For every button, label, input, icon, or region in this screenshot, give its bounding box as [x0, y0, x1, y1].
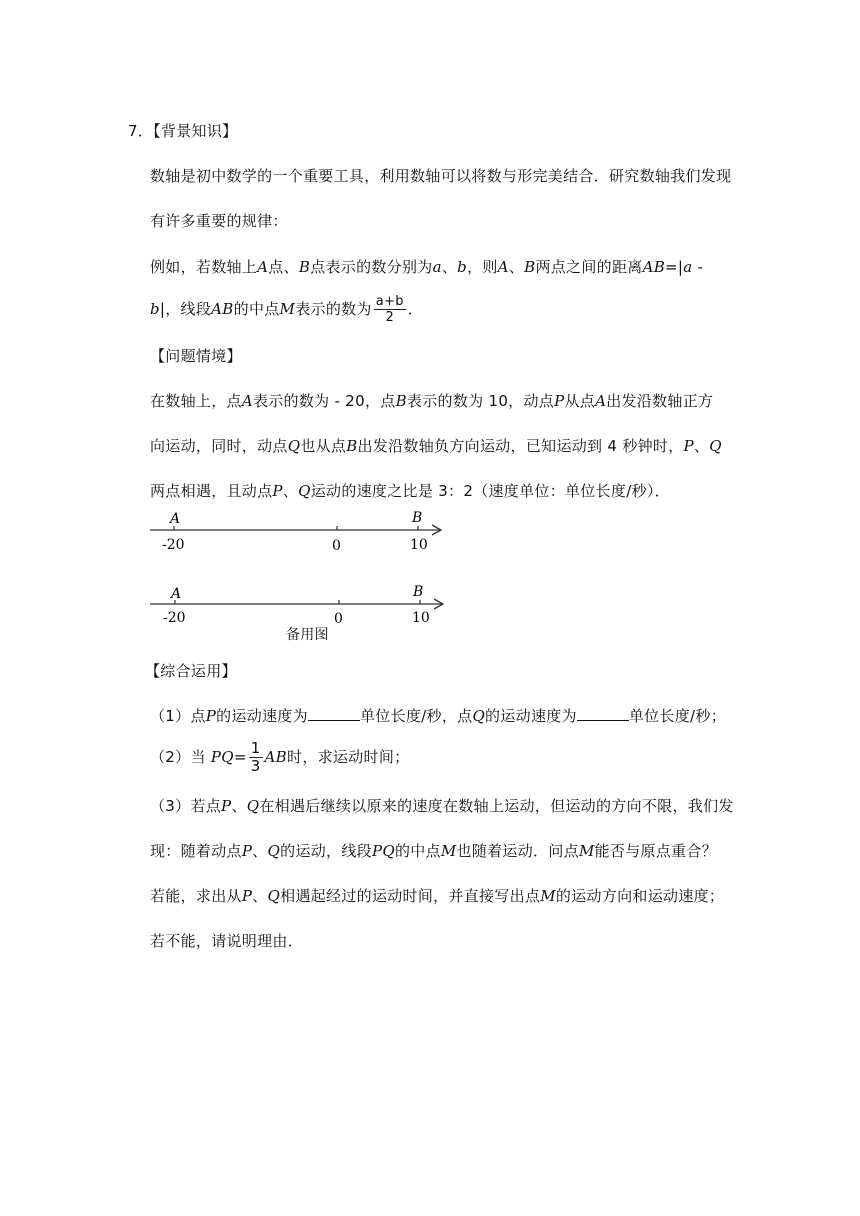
example-line-1: 例如，若数轴上A点、B点表示的数分别为a、b，则A、B两点之间的距离AB=|a -: [150, 258, 704, 276]
section-apply-heading: 【综合运用】: [145, 662, 237, 680]
situation-line-2: 向运动，同时，动点Q也从点B出发沿数轴负方向运动，已知运动到 4 秒钟时，P、Q: [150, 437, 722, 455]
point-label-a: A: [170, 511, 181, 527]
one-third-fraction: $\frac{1}{3}$: [250, 739, 261, 775]
tick-label: 0: [332, 538, 341, 554]
example-line-2: b|，线段AB的中点M表示的数为 $\frac{a+b}{2}$ ．: [150, 294, 424, 325]
tick-label: -20: [162, 537, 185, 553]
subquestion-3-line-3: 若能，求出从P、Q相遇起经过的运动时间，并直接写出点M的运动方向和运动速度；: [150, 887, 725, 905]
subquestion-1: （1）点P的运动速度为 单位长度/秒，点Q的运动速度为 单位长度/秒；: [150, 707, 727, 725]
section-background-heading: 【背景知识】: [153, 122, 238, 140]
background-line-1: 数轴是初中数学的一个重要工具，利用数轴可以将数与形完美结合．研究数轴我们发现: [150, 167, 732, 185]
point-label-a: A: [171, 586, 182, 602]
tick-label: -20: [163, 610, 186, 626]
answer-blank[interactable]: [577, 706, 629, 721]
section-situation-heading: 【问题情境】: [150, 347, 242, 365]
tick-label: 10: [410, 537, 428, 553]
background-line-2: 有许多重要的规律：: [150, 212, 288, 230]
subquestion-3-line-1: （3）若点P、Q在相遇后继续以原来的速度在数轴上运动，但运动的方向不限，我们发: [150, 797, 734, 815]
backup-figure-caption: 备用图: [286, 627, 329, 643]
tick-label: 0: [334, 611, 343, 627]
question-number: 7．: [128, 122, 154, 140]
number-line-main: [140, 508, 460, 558]
situation-line-1: 在数轴上，点A表示的数为 - 20，点B表示的数为 10，动点P从点A出发沿数轴正方: [150, 392, 714, 410]
subquestion-3-line-4: 若不能，请说明理由．: [150, 932, 304, 950]
subquestion-2: （2）当 PQ= $\frac{1}{3}$ AB时，求运动时间；: [150, 739, 410, 775]
question-header: [128, 120, 237, 141]
situation-line-3: 两点相遇，且动点P、Q运动的速度之比是 3：2（速度单位：单位长度/秒）．: [150, 482, 670, 500]
midpoint-fraction: $\frac{a+b}{2}$: [375, 294, 404, 325]
tick-label: 10: [412, 610, 430, 626]
point-label-b: B: [412, 510, 423, 526]
answer-blank[interactable]: [308, 706, 360, 721]
point-label-b: B: [413, 584, 424, 600]
subquestion-3-line-2: 现：随着动点P、Q的运动，线段PQ的中点M也随着运动．问点M能否与原点重合？: [150, 842, 718, 860]
